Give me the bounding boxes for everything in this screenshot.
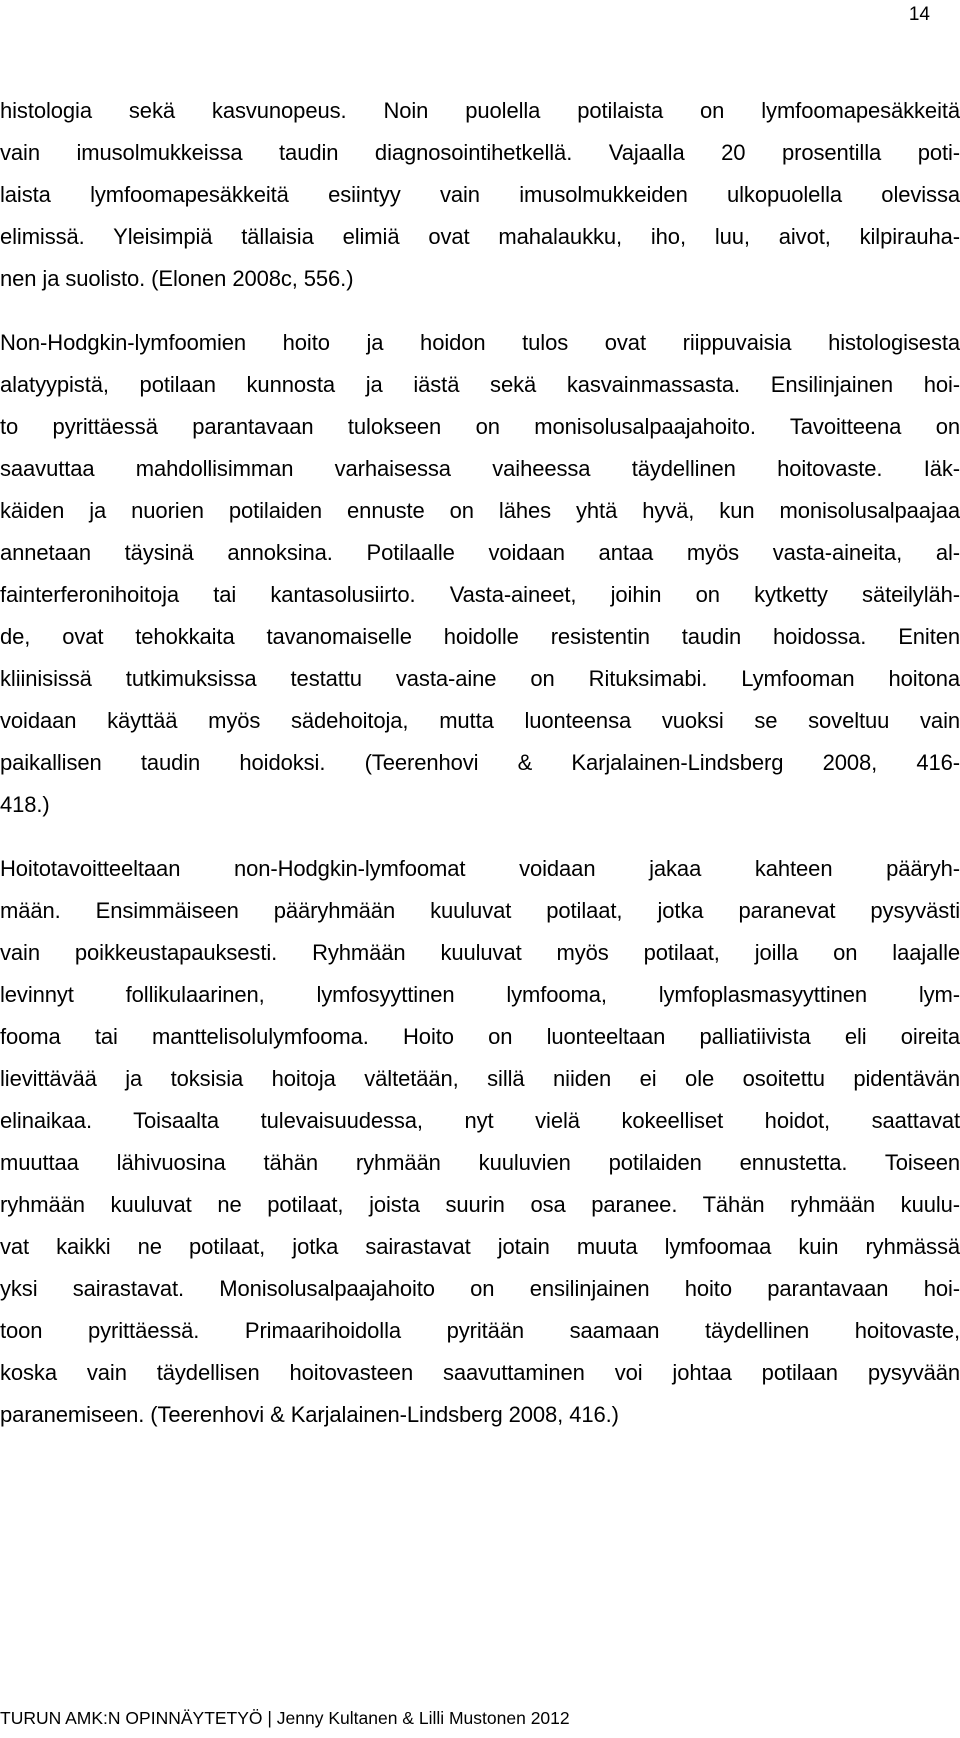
text-line: toon pyrittäessä. Primaarihoidolla pyritään saamaan täydellinen hoitovaste, xyxy=(0,1318,960,1343)
text-line: paranemiseen. (Teerenhovi & Karjalainen-Lindsberg 2008, 416.) xyxy=(0,1402,619,1427)
text-line: Hoitotavoitteeltaan non-Hodgkin-lymfoomat voidaan jakaa kahteen pääryh- xyxy=(0,856,960,881)
text-line: mään. Ensimmäiseen pääryhmään kuuluvat potilaat, jotka paranevat pysyvästi xyxy=(0,898,960,923)
footer: TURUN AMK:N OPINNÄYTETYÖ | Jenny Kultanen & Lilli Mustonen 2012 xyxy=(0,1708,570,1728)
text-line: Non-Hodgkin-lymfoomien hoito ja hoidon tulos ovat riippuvaisia histologisesta xyxy=(0,330,960,355)
text-line: alatyypistä, potilaan kunnosta ja iästä sekä kasvainmassasta. Ensilinjainen hoi- xyxy=(0,372,960,397)
text-line: de, ovat tehokkaita tavanomaiselle hoidolle resistentin taudin hoidossa. Eniten xyxy=(0,624,960,649)
text-line: to pyrittäessä parantavaan tulokseen on monisolusalpaajahoito. Tavoitteena on xyxy=(0,414,960,439)
paragraph xyxy=(0,90,960,300)
text-line: saavuttaa mahdollisimman varhaisessa vaiheessa täydellinen hoitovaste. Iäk- xyxy=(0,456,960,481)
text-line: ryhmään kuuluvat ne potilaat, joista suurin osa paranee. Tähän ryhmään kuulu- xyxy=(0,1192,960,1217)
text-line: fainterferonihoitoja tai kantasolusiirto. Vasta-aineet, joihin on kytketty säteilyläh- xyxy=(0,582,960,607)
text-line: histologia sekä kasvunopeus. Noin puolella potilaista on lymfoomapesäkkeitä xyxy=(0,98,960,123)
text-line: muuttaa lähivuosina tähän ryhmään kuuluvien potilaiden ennustetta. Toiseen xyxy=(0,1150,960,1175)
text-line: elinaikaa. Toisaalta tulevaisuudessa, nyt vielä kokeelliset hoidot, saattavat xyxy=(0,1108,960,1133)
paragraph xyxy=(0,848,960,1436)
text-line: vain imusolmukkeissa taudin diagnosointihetkellä. Vajaalla 20 prosentilla poti- xyxy=(0,140,960,165)
text-line: vat kaikki ne potilaat, jotka sairastavat jotain muuta lymfoomaa kuin ryhmässä xyxy=(0,1234,960,1259)
text-line: laista lymfoomapesäkkeitä esiintyy vain imusolmukkeiden ulkopuolella olevissa xyxy=(0,182,960,207)
text-line: vain poikkeustapauksesti. Ryhmään kuuluvat myös potilaat, joilla on laajalle xyxy=(0,940,960,965)
paragraph xyxy=(0,322,960,826)
text-line: lievittävää ja toksisia hoitoja vältetään, sillä niiden ei ole osoitettu pidentävän xyxy=(0,1066,960,1091)
text-line: koska vain täydellisen hoitovasteen saavuttaminen voi johtaa potilaan pysyvään xyxy=(0,1360,960,1385)
text-line: yksi sairastavat. Monisolusalpaajahoito on ensilinjainen hoito parantavaan hoi- xyxy=(0,1276,960,1301)
text-line: 418.) xyxy=(0,792,50,817)
text-line: käiden ja nuorien potilaiden ennuste on lähes yhtä hyvä, kun monisolusalpaajaa xyxy=(0,498,960,523)
text-line: levinnyt follikulaarinen, lymfosyyttinen lymfooma, lymfoplasmasyyttinen lym- xyxy=(0,982,960,1007)
text-line: fooma tai manttelisolulymfooma. Hoito on luonteeltaan palliatiivista eli oireita xyxy=(0,1024,960,1049)
text-line: voidaan käyttää myös sädehoitoja, mutta luonteensa vuoksi se soveltuu vain xyxy=(0,708,960,733)
text-line: nen ja suolisto. (Elonen 2008c, 556.) xyxy=(0,266,354,291)
text-line: paikallisen taudin hoidoksi. (Teerenhovi & Karjalainen-Lindsberg 2008, 416- xyxy=(0,750,960,775)
text-line: elimissä. Yleisimpiä tällaisia elimiä ovat mahalaukku, iho, luu, aivot, kilpirauha- xyxy=(0,224,960,249)
text-line: annetaan täysinä annoksina. Potilaalle voidaan antaa myös vasta-aineita, al- xyxy=(0,540,960,565)
page-number: 14 xyxy=(908,4,930,25)
text-line: kliinisissä tutkimuksissa testattu vasta-aine on Rituksimabi. Lymfooman hoitona xyxy=(0,666,960,691)
